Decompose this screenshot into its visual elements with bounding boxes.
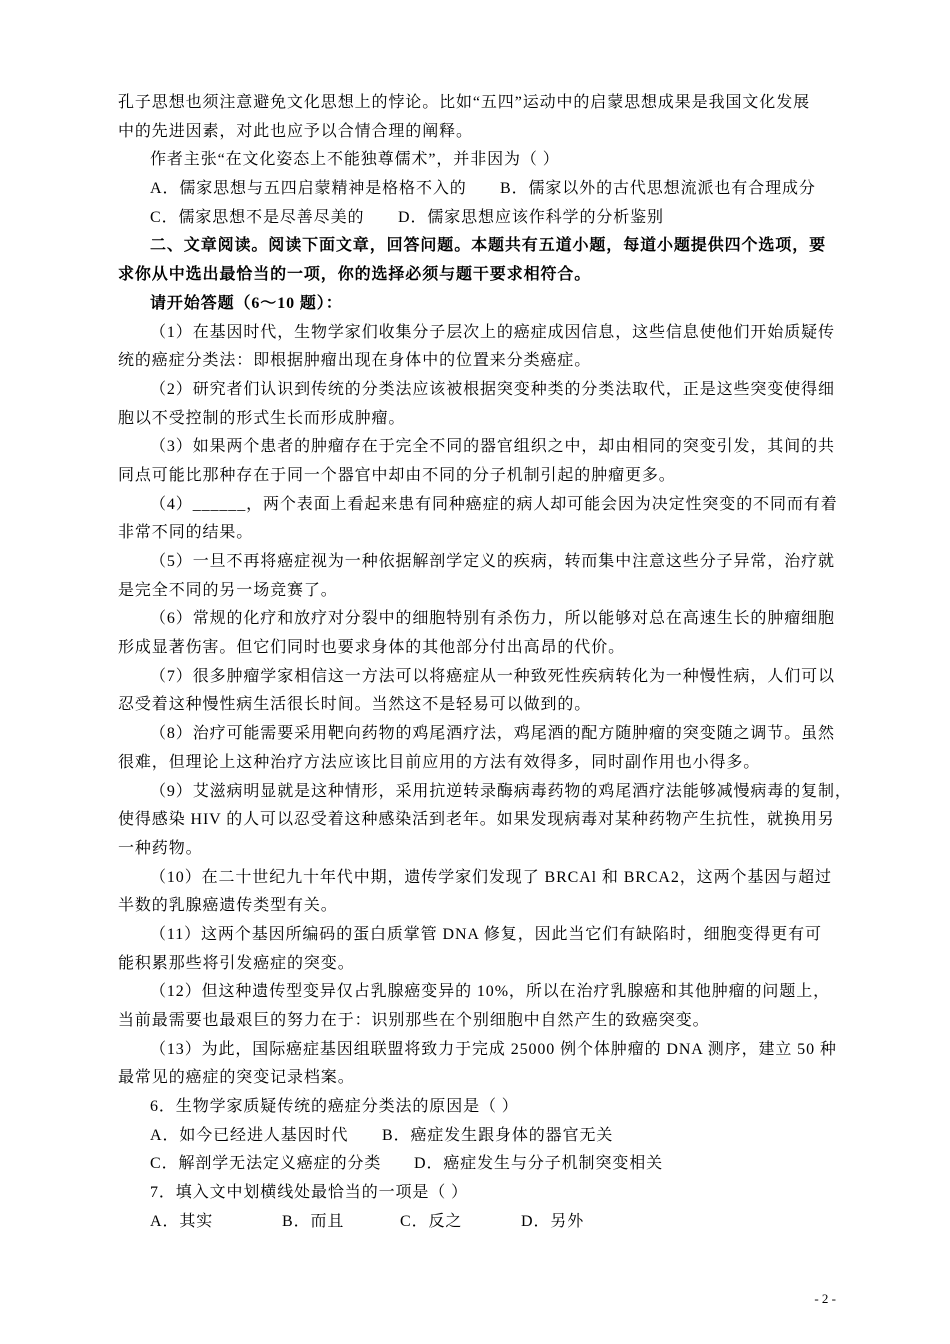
passage-paragraph-3 (118, 433, 843, 490)
paragraph-line: 非常不同的结果。 (118, 524, 254, 542)
question-7-option-d: D．另外 (521, 1212, 585, 1230)
question-6-option-a: A．如今已经进人基因时代 (150, 1126, 349, 1144)
paragraph-line: （11）这两个基因所编码的蛋白质掌管 DNA 修复，因此当它们有缺陷时，细胞变得更有可 (150, 925, 822, 943)
question-6-option-c: C．解剖学无法定义癌症的分类 (150, 1155, 382, 1173)
question-6-option-b: B．癌症发生跟身体的器官无关 (382, 1126, 614, 1144)
prior-question-stem: 作者主张“在文化姿态上不能独尊儒术”，并非因为（ ） (150, 151, 560, 169)
paragraph-line: （5）一旦不再将癌症视为一种依据解剖学定义的疾病，转而集中注意这些分子异常，治疗就 (150, 553, 835, 570)
intro-line: 中的先进因素，对此也应予以合情合理的阐释。 (118, 122, 473, 140)
paragraph-line: 最常见的癌症的突变记录档案。 (118, 1069, 355, 1087)
passage-paragraph-11 (118, 921, 843, 978)
paragraph-line: （4）______，两个表面上看起来患有同种癌症的病人却可能会因为决定性突变的不同而有着 (150, 495, 838, 513)
paragraph-line: （12）但这种遗传型变异仅占乳腺癌变异的 10%，所以在治疗乳腺癌和其他肿瘤的问题上， (150, 983, 831, 1001)
passage-paragraph-8 (118, 720, 843, 777)
passage (118, 319, 852, 1094)
question-6-option-d: D．癌症发生与分子机制突变相关 (414, 1155, 664, 1173)
page-body (118, 89, 852, 1237)
paragraph-line: 是完全不同的另一场竞赛了。 (118, 581, 338, 599)
paragraph-line: （10）在二十世纪九十年代中期，遗传学家们发现了 BRCAl 和 BRCA2，这两个基因与超过 (150, 868, 832, 886)
paragraph-line: 胞以不受控制的形式生长而形成肿瘤。 (118, 409, 406, 427)
prior-question-option-d: D．儒家思想应该作科学的分析鉴别 (398, 208, 664, 226)
paragraph-line: （6）常规的化疗和放疗对分裂中的细胞特别有杀伤力，所以能够对总在高速生长的肿瘤细胞 (150, 610, 835, 628)
paragraph-line: （2）研究者们认识到传统的分类法应该被根据突变种类的分类法取代，正是这些突变使得细 (150, 380, 835, 398)
section-heading-line: 求你从中选出最恰当的一项，你的选择必须与题干要求相符合。 (118, 266, 592, 284)
paragraph-line: 使得感染 HIV 的人可以忍受着这种感染活到老年。如果发现病毒对某种药物产生抗性，就换用另 (118, 811, 835, 829)
prior-question-option-c: C．儒家思想不是尽善尽美的 (150, 208, 365, 226)
passage-paragraph-6 (118, 605, 843, 662)
section-heading-line: 二、文章阅读。阅读下面文章，回答问题。本题共有五道小题，每道小题提供四个选项，要 (150, 237, 827, 255)
question-7-stem: 7．填入文中划横线处最恰当的一项是（ ） (150, 1184, 469, 1202)
paragraph-line: （9）艾滋病明显就是这种情形，采用抗逆转录酶病毒药物的鸡尾酒疗法能够减慢病毒的复制， (150, 782, 852, 800)
passage-paragraph-1 (118, 319, 843, 376)
intro-line: 孔子思想也须注意避免文化思想上的悖论。比如“五四”运动中的启蒙思想成果是我国文化发展 (118, 94, 811, 111)
paragraph-line: （1）在基因时代，生物学家们收集分子层次上的癌症成因信息，这些信息使他们开始质疑传 (150, 323, 835, 341)
passage-paragraph-10 (118, 864, 843, 921)
prior-question-option-b: B．儒家以外的古代思想流派也有合理成分 (500, 180, 816, 198)
prior-question-option-a: A．儒家思想与五四启蒙精神是格格不入的 (150, 180, 467, 198)
prior-question-options-row-2 (118, 204, 843, 233)
question-6-options-row-2 (118, 1150, 843, 1179)
question-7-option-c: C．反之 (400, 1212, 463, 1230)
paragraph-line: 统的癌症分类法：即根据肿瘤出现在身体中的位置来分类癌症。 (118, 352, 592, 370)
question-6-stem: 6．生物学家质疑传统的癌症分类法的原因是（ ） (150, 1098, 519, 1116)
question-7-option-a: A．其实 (150, 1212, 214, 1230)
passage-paragraph-9 (118, 778, 852, 864)
paragraph-line: 半数的乳腺癌遗传类型有关。 (118, 897, 338, 915)
passage-paragraph-7 (118, 663, 843, 720)
passage-paragraph-4 (118, 491, 843, 548)
paragraph-line: 能积累那些将引发癌症的突变。 (118, 954, 355, 972)
start-prompt: 请开始答题（6～10 题）： (150, 294, 343, 312)
page-number: - 2 - (814, 1291, 836, 1306)
question-6-options-row-1 (118, 1122, 843, 1151)
paragraph-line: 很难，但理论上这种治疗方法应该比目前应用的方法有效得多，同时副作用也小得多。 (118, 753, 761, 771)
paragraph-line: （8）治疗可能需要采用靶向药物的鸡尾酒疗法，鸡尾酒的配方随肿瘤的突变随之调节。虽然 (150, 725, 835, 743)
paragraph-line: （13）为此，国际癌症基因组联盟将致力于完成 25000 例个体肿瘤的 DNA 测序，建立 50 种 (150, 1040, 837, 1058)
paragraph-line: 形成显著伤害。但它们同时也要求身体的其他部分付出高昂的代价。 (118, 639, 626, 657)
paragraph-line: 同点可能比那种存在于同一个器官中却由不同的分子机制引起的肿瘤更多。 (118, 466, 676, 484)
paragraph-line: （3）如果两个患者的肿瘤存在于完全不同的器官组织之中，却由相同的突变引发，其间的共 (150, 438, 835, 456)
paragraph-line: 忍受着这种慢性病生活很长时间。当然这不是轻易可以做到的。 (118, 696, 592, 714)
paragraph-line: 一种药物。 (118, 839, 203, 857)
question-7-option-b: B．而且 (282, 1212, 345, 1230)
paragraph-line: （7）很多肿瘤学家相信这一方法可以将癌症从一种致死性疾病转化为一种慢性病，人们可以 (150, 667, 835, 685)
prior-question-options-row-1 (118, 175, 843, 204)
passage-paragraph-12 (118, 978, 843, 1035)
paragraph-line: 当前最需要也最艰巨的努力在于：识别那些在个别细胞中自然产生的致癌突变。 (118, 1012, 710, 1029)
passage-paragraph-13 (118, 1036, 843, 1093)
passage-paragraph-2 (118, 376, 843, 433)
passage-paragraph-5 (118, 548, 843, 605)
question-7-options-row (118, 1208, 843, 1237)
